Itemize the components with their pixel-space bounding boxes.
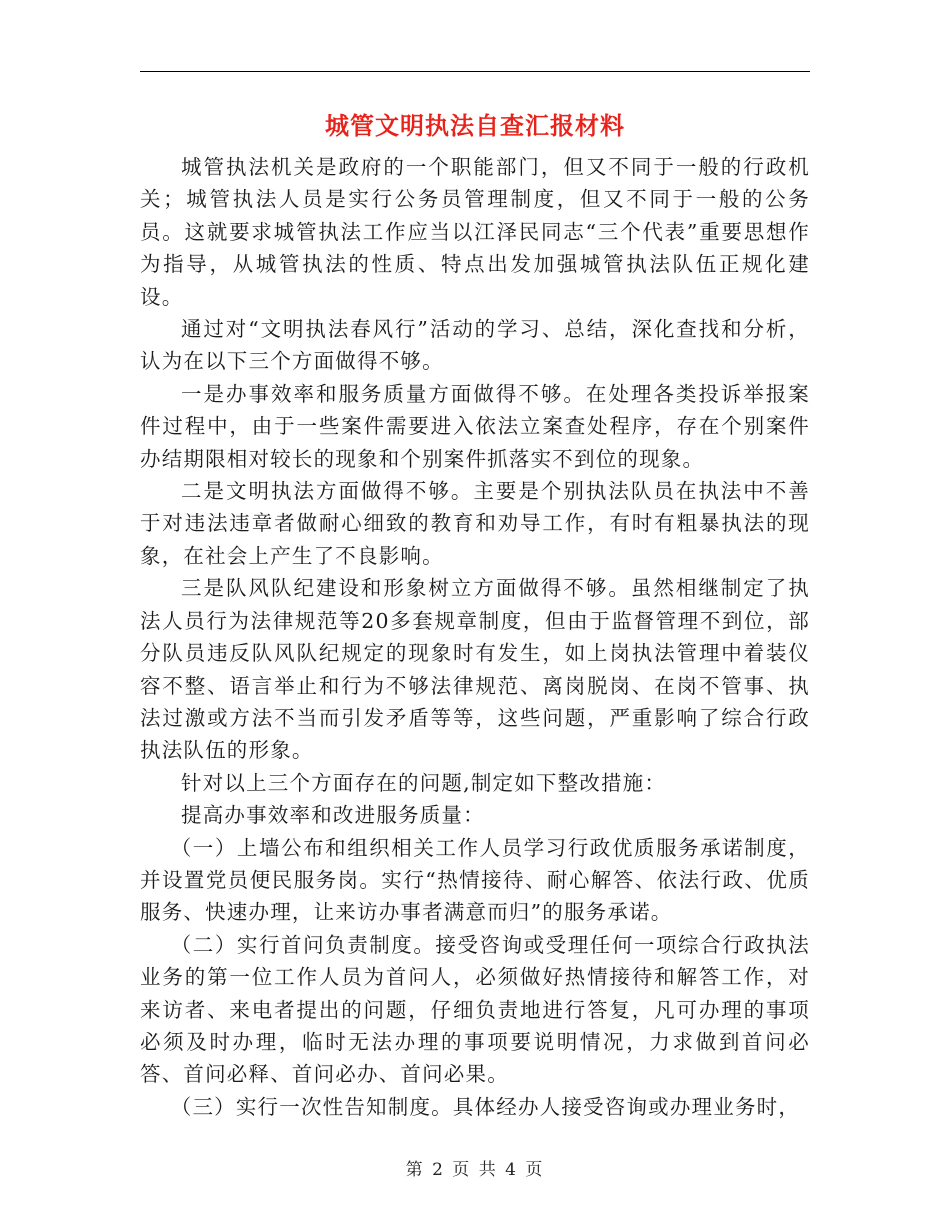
paragraph-measures-intro: 针对以上三个方面存在的问题,制定如下整改措施： — [181, 770, 667, 795]
paragraph-intro: 城管执法机关是政府的一个职能部门，但又不同于一般的行政机关；城管执法人员是实行公务员管理制度，但又不同于一般的公务员。这就要求城管执法工作应当以江泽民同志“三个代表”重要思想作为指导，从城管执法的性质、特点出发加强城管执法队伍正规化建设。 — [140, 155, 810, 309]
paragraph-measure-3: （三）实行一次性告知制度。具体经办人接受咨询或办理业务时， — [170, 1094, 801, 1119]
document-title: 城管文明执法自查汇报材料 — [325, 111, 625, 140]
document-body — [140, 151, 810, 1123]
page-number: 第 2 页 共 4 页 — [405, 1160, 545, 1180]
paragraph-measures-heading: 提高办事效率和改进服务质量： — [181, 803, 485, 828]
paragraph-issue-1: 一是办事效率和服务质量方面做得不够。在处理各类投诉举报案件过程中，由于一些案件需要进入依法立案查处程序，存在个别案件办结期限相对较长的现象和个别案件抓落实不到位的现象。 — [140, 381, 810, 471]
header-rule — [140, 71, 810, 72]
paragraph-analysis: 通过对“文明执法春风行”活动的学习、总结，深化查找和分析，认为在以下三个方面做得不够。 — [140, 317, 810, 374]
paragraph-measure-2: （二）实行首问负责制度。接受咨询或受理任何一项综合行政执法业务的第一位工作人员为首问人，必须做好热情接待和解答工作，对来访者、来电者提出的问题，仔细负责地进行答复，凡可办理的事项必须及时办理，临时无法办理的事项要说明情况，力求做到首问必答、首问必释、首问必办、首问必果。 — [140, 932, 810, 1087]
paragraph-issue-2: 二是文明执法方面做得不够。主要是个别执法队员在执法中不善于对违法违章者做耐心细致的教育和劝导工作，有时有粗暴执法的现象，在社会上产生了不良影响。 — [140, 479, 810, 568]
paragraph-issue-3: 三是队风队纪建设和形象树立方面做得不够。虽然相继制定了执法人员行为法律规范等20多套规章制度，但由于监督管理不到位，部分队员违反队风队纪规定的现象时有发生，如上岗执法管理中着装仪容不整、语言举止和行为不够法律规范、离岗脱岗、在岗不管事、执法过激或方法不当而引发矛盾等等，这些问题，严重影响了综合行政执法队伍的形象。 — [140, 576, 810, 763]
paragraph-measure-1: （一）上墙公布和组织相关工作人员学习行政优质服务承诺制度，并设置党员便民服务岗。实行“热情接待、耐心解答、依法行政、优质服务、快速办理，让来访办事者满意而归”的服务承诺。 — [140, 835, 810, 925]
